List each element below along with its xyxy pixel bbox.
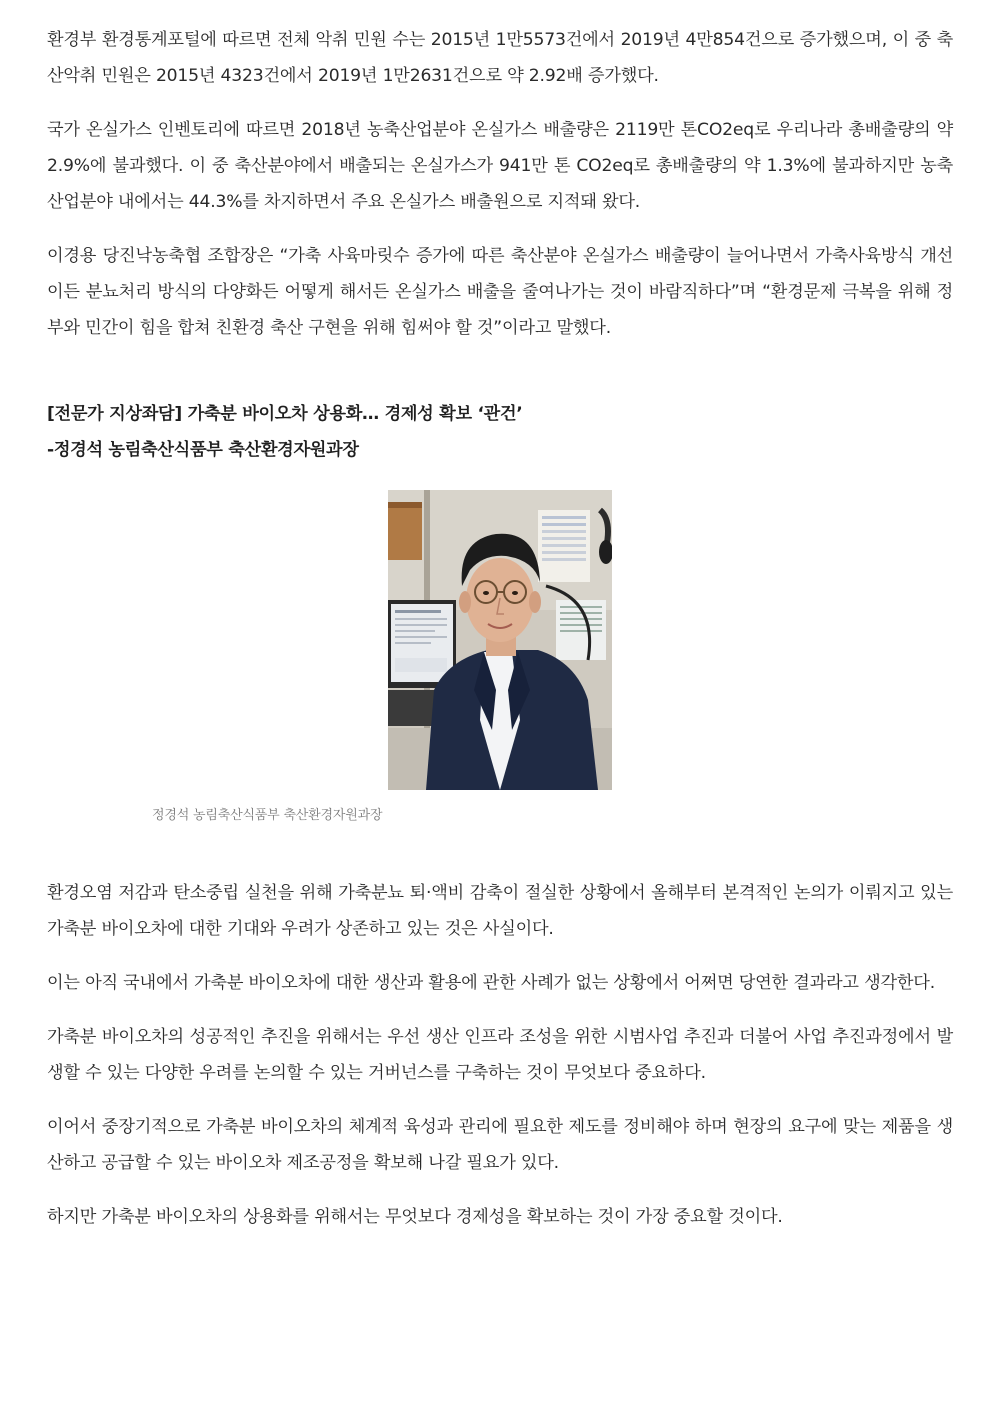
paragraph-economic-feasibility: 하지만 가축분 바이오차의 상용화를 위해서는 무엇보다 경제성을 확보하는 것이 가장 중요할 것이다. xyxy=(47,1207,783,1227)
paragraph-biochar-expectations: 환경오염 저감과 탄소중립 실천을 위해 가축분뇨 퇴·액비 감축이 절실한 상황에서 올해부터 본격적인 논의가 이뤄지고 있는 가축분 바이오차에 대한 기대와 우려가 상존하고 있는 것은 사실이다. xyxy=(47,883,953,939)
paragraph-quote: 이경용 당진낙농축협 조합장은 “가축 사육마릿수 증가에 따른 축산분야 온실가스 배출량이 늘어나면서 가축사육방식 개선이든 분뇨처리 방식의 다양화든 어떻게 해서든 온실가스 배출을 줄여나가는 것이 바람직하다”며 “환경문제 극복을 위해 정부와 민간이 힘을 합쳐 친환경 축산 구현을 위해 힘써야 할 것”이라고 말했다. xyxy=(47,246,953,338)
portrait-photo xyxy=(388,490,612,790)
photo-caption: 정경석 농림축산식품부 축산환경자원과장 xyxy=(152,808,383,823)
section-heading xyxy=(47,396,953,468)
section-byline: -정경석 농림축산식품부 축산환경자원과장 xyxy=(47,440,359,460)
section-title: [전문가 지상좌담] 가축분 바이오차 상용화… 경제성 확보 ‘관건’ xyxy=(47,404,523,424)
article-body xyxy=(47,875,953,1235)
article xyxy=(47,22,953,1253)
paragraph-no-domestic-cases: 이는 아직 국내에서 가축분 바이오차에 대한 생산과 활용에 관한 사례가 없는 상황에서 어쩌면 당연한 결과라고 생각한다. xyxy=(47,973,935,993)
paragraph-greenhouse-gas: 국가 온실가스 인벤토리에 따르면 2018년 농축산업분야 온실가스 배출량은 2119만 톤CO2eq로 우리나라 총배출량의 약 2.9%에 불과했다. 이 중 축산분야에서 배출되는 온실가스가 941만 톤 CO2eq로 총배출량의 약 1.3%에 불과하지만 농축산업분야 내에서는 44.3%를 차지하면서 주요 온실가스 배출원으로 지적돼 왔다. xyxy=(47,120,953,212)
paragraph-institutional-framework: 이어서 중장기적으로 가축분 바이오차의 체계적 육성과 관리에 필요한 제도를 정비해야 하며 현장의 요구에 맞는 제품을 생산하고 공급할 수 있는 바이오차 제조공정을 확보해 나갈 필요가 있다. xyxy=(47,1117,953,1173)
paragraph-odor-complaints: 환경부 환경통계포털에 따르면 전체 악취 민원 수는 2015년 1만5573건에서 2019년 4만854건으로 증가했으며, 이 중 축산악취 민원은 2015년 4323건에서 2019년 1만2631건으로 약 2.92배 증가했다. xyxy=(47,30,953,86)
portrait-figure xyxy=(47,490,953,823)
paragraph-governance: 가축분 바이오차의 성공적인 추진을 위해서는 우선 생산 인프라 조성을 위한 시범사업 추진과 더불어 사업 추진과정에서 발생할 수 있는 다양한 우려를 논의할 수 있는 거버넌스를 구축하는 것이 무엇보다 중요하다. xyxy=(47,1027,953,1083)
